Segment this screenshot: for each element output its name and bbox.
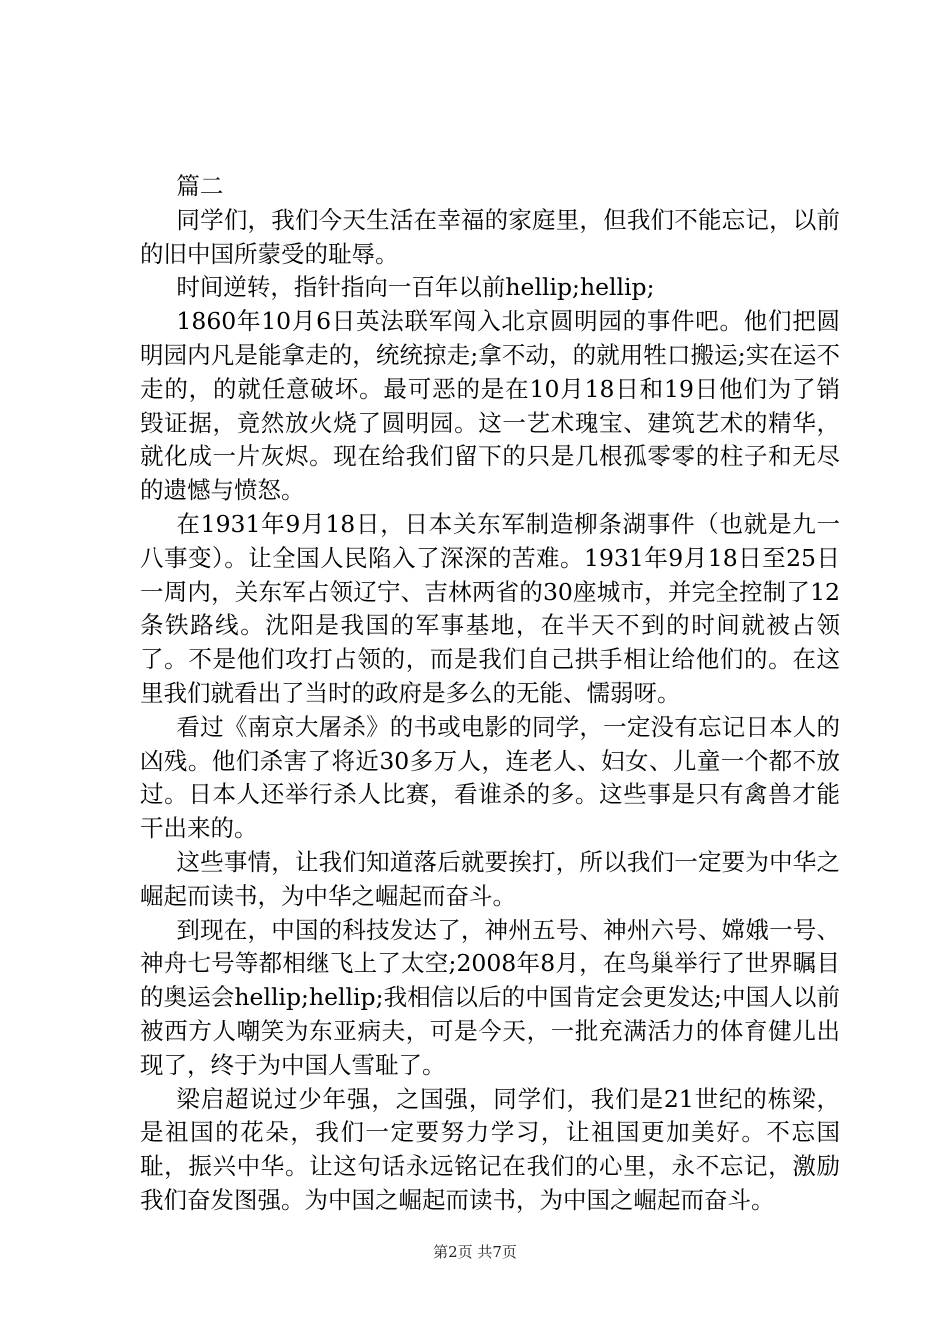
paragraph: 看过《南京大屠杀》的书或电影的同学，一定没有忘记日本人的凶残。他们杀害了将近30多万人，连老人、妇女、儿童一个都不放过。日本人还举行杀人比赛，看谁杀的多。这些事是只有禽兽才能干出来的。 xyxy=(140,712,840,843)
section-heading: 篇二 xyxy=(176,172,224,200)
paragraph: 在1931年9月18日，日本关东军制造柳条湖事件（也就是九一八事变）。让全国人民陷入了深深的苦难。1931年9月18日至25日一周内，关东军占领辽宁、吉林两省的30座城市，并完全控制了12条铁路线。沈阳是我国的军事基地，在半天不到的时间就被占领了。不是他们攻打占领的，而是我们自己拱手相让给他们的。在这里我们就看出了当时的政府是多么的无能、懦弱呀。 xyxy=(140,509,840,707)
paragraph: 同学们，我们今天生活在幸福的家庭里，但我们不能忘记，以前的旧中国所蒙受的耻辱。 xyxy=(140,205,840,268)
page-footer: 第2页 共7页 xyxy=(433,1243,517,1261)
paragraph: 1860年10月6日英法联军闯入北京圆明园的事件吧。他们把圆明园内凡是能拿走的，统统掠走;拿不动，的就用牲口搬运;实在运不走的，的就任意破坏。最可恶的是在10月18日和19日他们为了销毁证据，竟然放火烧了圆明园。这一艺术瑰宝、建筑艺术的精华，就化成一片灰烬。现在给我们留下的只是几根孤零零的柱子和无尽的遗憾与愤怒。 xyxy=(140,307,840,505)
document-body xyxy=(140,170,840,1218)
paragraph: 时间逆转，指针指向一百年以前hellip;hellip; xyxy=(176,273,655,302)
paragraph: 到现在，中国的科技发达了，神州五号、神州六号、嫦娥一号、神舟七号等都相继飞上了太空;2008年8月，在鸟巢举行了世界瞩目的奥运会hellip;hellip;我相信以后的中国肯定会更发达;中国人以前被西方人嘲笑为东亚病夫，可是今天，一批充满活力的体育健儿出现了，终于为中国人雪耻了。 xyxy=(140,915,840,1079)
paragraph: 这些事情，让我们知道落后就要挨打，所以我们一定要为中华之崛起而读书，为中华之崛起而奋斗。 xyxy=(140,847,840,910)
paragraph: 梁启超说过少年强，之国强，同学们，我们是21世纪的栋梁，是祖国的花朵，我们一定要努力学习，让祖国更加美好。不忘国耻，振兴中华。让这句话永远铭记在我们的心里，永不忘记，激励我们奋发图强。为中国之崛起而读书，为中国之崛起而奋斗。 xyxy=(140,1084,840,1214)
